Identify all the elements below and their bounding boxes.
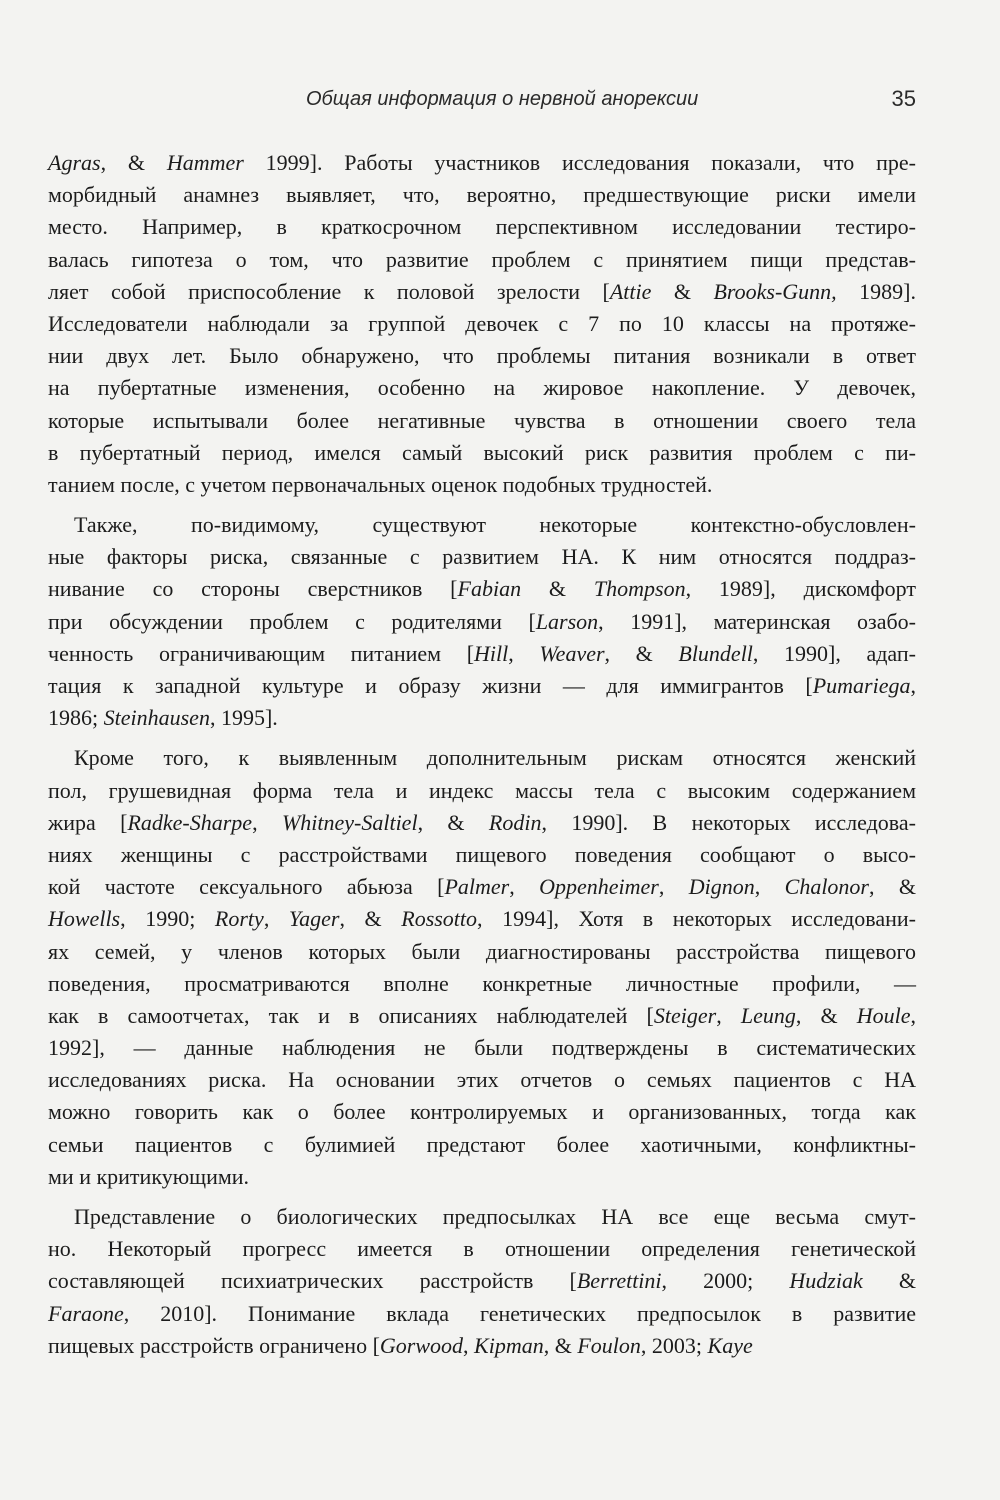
citation-author: Brooks-Gunn, (713, 278, 837, 304)
citation-author: Rossotto (401, 906, 478, 932)
text-segment: на пубертатные изменения, особенно на жировое накопление. У девочек, (48, 375, 916, 401)
citation-author: Hill (474, 640, 509, 666)
text-line (48, 775, 916, 807)
text-segment: , 1994], Хотя в некоторых исследовани- (477, 906, 916, 932)
text-line (48, 638, 916, 670)
citation-author: Yager (288, 906, 340, 932)
text-line (48, 244, 916, 276)
page-header (48, 88, 916, 118)
text-segment: как в самоотчетах, так и в описаниях наблюдателей [ (48, 1002, 654, 1028)
text-line (48, 903, 916, 935)
citation-author: Howells (48, 906, 121, 932)
text-segment: , (910, 673, 916, 698)
text-segment: танием после, с учетом первоначальных оценок подобных трудностей. (48, 471, 713, 497)
text-line (48, 509, 916, 541)
citation-author: Rorty (214, 906, 264, 932)
text-segment: & (651, 278, 714, 304)
text-segment: ниях женщины с расстройствами пищевого поведения сообщают о высо- (48, 841, 916, 867)
text-segment: нии двух лет. Было обнаружено, что проблемы питания возникали в ответ (48, 343, 916, 369)
text-segment: кой частоте сексуального абьюза [ (48, 874, 445, 900)
text-line (48, 670, 916, 702)
text-line (48, 276, 916, 308)
citation-author: Radke-Sharpe (127, 809, 253, 835)
text-segment: & (862, 1268, 916, 1294)
text-segment: , (263, 906, 289, 932)
citation-author: Dignon (688, 874, 755, 900)
text-line (48, 573, 916, 605)
paragraph (48, 509, 916, 734)
text-line (48, 606, 916, 638)
citation-author: Steinhausen (103, 705, 210, 731)
text-segment: пищевых расстройств ограничено [ (48, 1332, 380, 1358)
text-segment: Также, по-видимому, существуют некоторые контекстно-обусловлен- (74, 512, 916, 538)
text-segment: можно говорить как о более контролируемых и организованных, тогда как (48, 1099, 916, 1125)
text-segment: ляет собой приспособление к половой зрелости [ (48, 278, 610, 304)
citation-author: Kipman (474, 1332, 544, 1358)
citation-author: Kaye (707, 1332, 753, 1358)
text-line (48, 1233, 916, 1265)
text-segment: , 1990; (120, 906, 215, 932)
text-segment: , 1995]. (209, 705, 278, 731)
citation-author: Berrettini (576, 1268, 662, 1294)
citation-author: Attie (609, 278, 652, 304)
citation-author: Agras (48, 150, 101, 175)
text-segment: исследованиях риска. На основании этих отчетов о семьях пациентов с НА (48, 1067, 916, 1093)
text-segment: ные факторы риска, связанные с развитием НА. К ним относятся поддраз- (48, 544, 916, 570)
text-segment: которые испытывали более негативные чувства в отношении своего тела (48, 407, 916, 433)
citation-author: Fabian (457, 576, 522, 602)
citation-author: Weaver (539, 640, 605, 666)
citation-author: Hudziak (789, 1268, 863, 1294)
text-segment: , & (869, 874, 916, 900)
text-segment: Исследователи наблюдали за группой девочек с 7 по 10 классы на протяже- (48, 310, 916, 336)
text-line (48, 211, 916, 243)
text-segment: место. Например, в краткосрочном перспективном исследовании тестиро- (48, 214, 916, 240)
text-line (48, 936, 916, 968)
citation-author: Rodin (488, 809, 542, 835)
text-segment: морбидный анамнез выявляет, что, вероятно, предшествующие риски имели (48, 182, 916, 208)
text-segment: , & (795, 1002, 857, 1028)
citation-author: Steiger (653, 1002, 717, 1028)
text-segment: , & (543, 1332, 578, 1358)
text-line (48, 437, 916, 469)
text-segment: , 1990], адап- (752, 640, 916, 666)
text-line (48, 1064, 916, 1096)
text-segment: тация к западной культуре и образу жизни — для иммигрантов [ (48, 673, 813, 698)
text-line (48, 1161, 916, 1193)
text-segment: ях семей, у членов которых были диагностированы расстройства пищевого (48, 938, 916, 964)
citation-author: Pumariega (812, 673, 911, 698)
text-body (48, 147, 916, 1370)
text-line (48, 1129, 916, 1161)
text-segment: семьи пациентов с булимией предстают более хаотичными, конфликтны- (48, 1131, 916, 1157)
text-line (48, 340, 916, 372)
citation-author: Hammer (166, 150, 244, 175)
text-segment: 1989]. (836, 278, 916, 304)
citation-author: Leung (740, 1002, 796, 1028)
text-segment: , (252, 809, 282, 835)
page-number: 35 (891, 86, 916, 111)
text-segment: , (716, 1002, 741, 1028)
text-segment: жира [ (48, 809, 128, 835)
text-line (48, 1032, 916, 1064)
citation-author: Chalonor (784, 874, 869, 900)
text-segment: составляющей психиатрических расстройств [ (48, 1268, 577, 1294)
text-line (48, 742, 916, 774)
text-segment: , (509, 874, 540, 900)
text-segment: но. Некоторый прогресс имеется в отношении определения генетической (48, 1236, 916, 1262)
text-segment: ми и критикующими. (48, 1163, 250, 1189)
text-segment: , & (100, 150, 167, 175)
text-line (48, 179, 916, 211)
text-line (48, 871, 916, 903)
citation-author: Palmer (444, 874, 510, 900)
text-segment: , 1989], дискомфорт (685, 576, 916, 602)
text-segment: , (463, 1332, 475, 1358)
text-segment: , 1991], материнская озабо- (598, 608, 916, 634)
text-segment: пол, грушевидная форма тела и индекс массы тела с высоким содержанием (48, 777, 916, 803)
text-segment: Представление о биологических предпосылках НА все еще весьма смут- (74, 1204, 916, 1229)
citation-author: Blundell (678, 640, 753, 666)
text-line (48, 1000, 916, 1032)
paragraph (48, 1201, 916, 1362)
text-line (48, 968, 916, 1000)
text-line (48, 1298, 916, 1330)
text-segment: , 1990]. В некоторых исследова- (541, 809, 916, 835)
running-title: Общая информация о нервной анорексии (306, 88, 699, 110)
text-line (48, 372, 916, 404)
text-segment: нивание со стороны сверстников [ (48, 576, 458, 602)
citation-author: Larson (535, 608, 599, 634)
text-segment: поведения, просматриваются вполне конкретные личностные профили, — (48, 970, 916, 996)
citation-author: Foulon (577, 1332, 641, 1358)
citation-author: Gorwood (379, 1332, 464, 1358)
text-segment: & (521, 576, 594, 602)
text-segment: , (508, 640, 540, 666)
text-line (48, 405, 916, 437)
citation-author: Houle (856, 1002, 911, 1028)
text-segment: , 2003; (640, 1332, 708, 1358)
text-segment: Кроме того, к выявленным дополнительным рискам относятся женский (74, 745, 916, 771)
text-segment: валась гипотеза о том, что развитие проблем с принятием пищи представ- (48, 246, 916, 272)
text-segment: , (754, 874, 785, 900)
text-line (48, 1096, 916, 1128)
text-segment: в пубертатный период, имелся самый высокий риск развития проблем с пи- (48, 439, 916, 465)
text-line (48, 541, 916, 573)
paragraph (48, 742, 916, 1193)
citation-author: Faraone (48, 1300, 124, 1326)
text-segment: 1986; (48, 705, 104, 731)
text-line (48, 1201, 916, 1233)
citation-author: Oppenheimer (539, 874, 659, 900)
text-segment: , (910, 1002, 916, 1028)
text-segment: 1992], — данные наблюдения не были подтверждены в систематических (48, 1035, 916, 1061)
text-segment: , (658, 874, 689, 900)
text-segment: , & (417, 809, 489, 835)
text-segment: , & (604, 640, 679, 666)
text-segment: , 2010]. Понимание вклада генетических предпосылок в развитие (123, 1300, 916, 1326)
text-segment: , & (339, 906, 402, 932)
text-line (48, 1265, 916, 1297)
text-line (48, 839, 916, 871)
text-line (48, 807, 916, 839)
citation-author: Whitney-Saltiel (281, 809, 418, 835)
text-line (48, 469, 916, 501)
text-segment: 1999]. Работы участников исследования показали, что пре- (243, 150, 916, 175)
citation-author: Thompson (593, 576, 686, 602)
text-segment: , 2000; (661, 1268, 790, 1294)
text-line (48, 147, 916, 179)
text-segment: ченность ограничивающим питанием [ (48, 640, 475, 666)
text-segment: при обсуждении проблем с родителями [ (48, 608, 536, 634)
text-line (48, 702, 916, 734)
text-line (48, 308, 916, 340)
paragraph (48, 147, 916, 501)
text-line (48, 1330, 916, 1362)
